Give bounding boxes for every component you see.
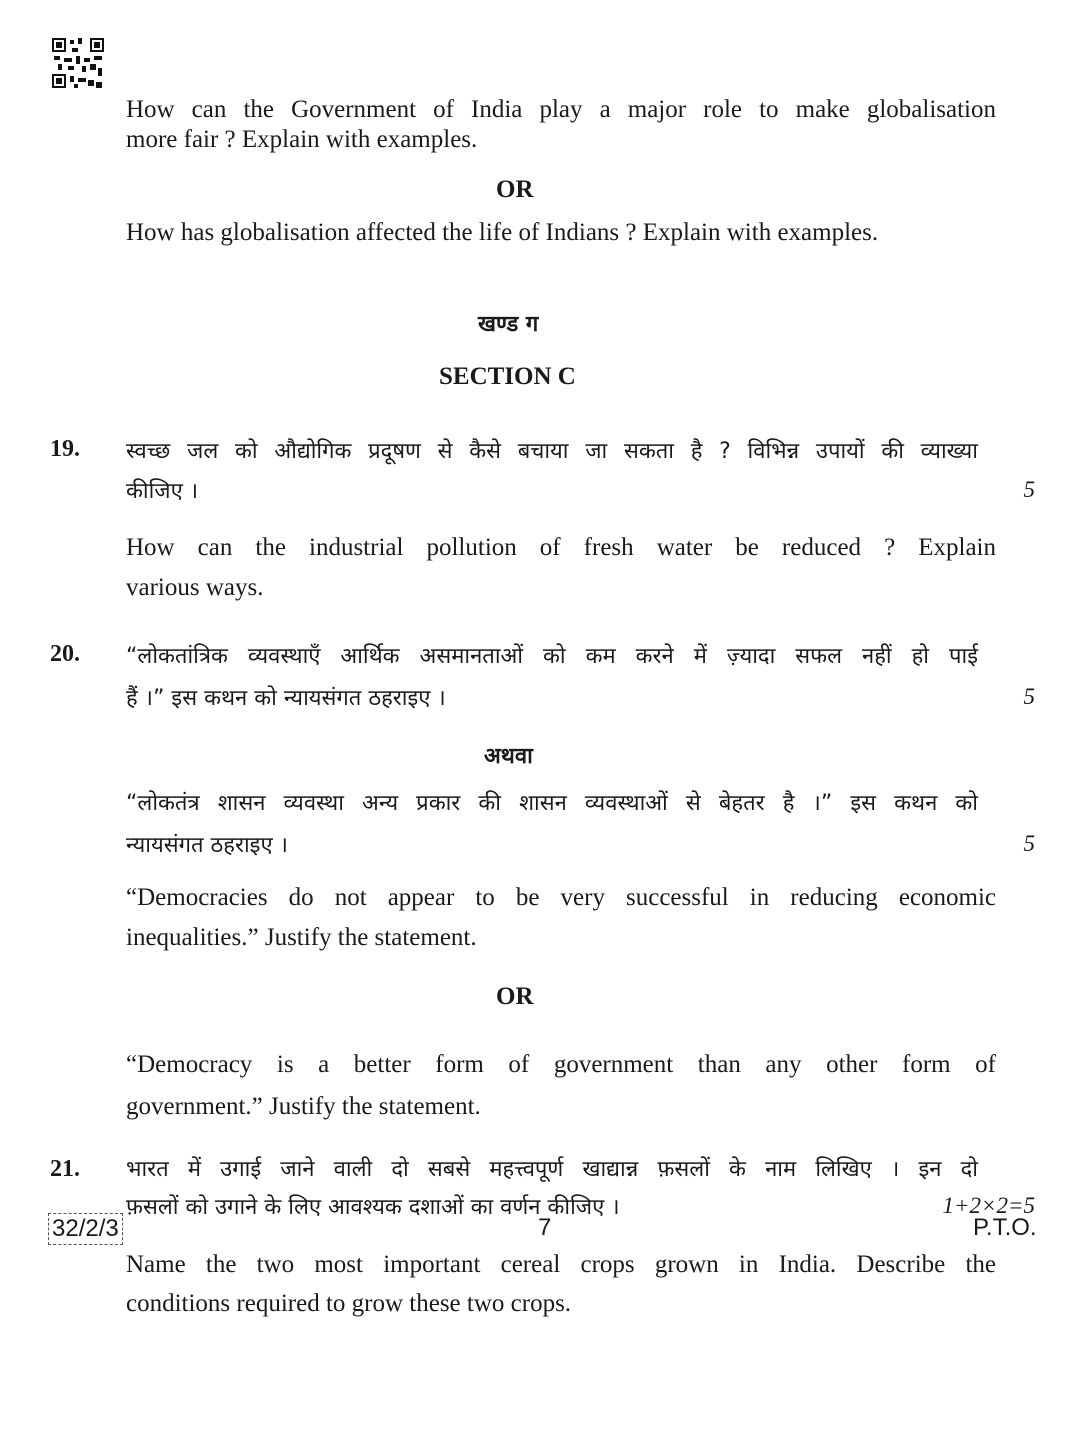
q20-marks: 5 (1023, 684, 1035, 709)
q21-marks: 1+2×2=5 (942, 1193, 1035, 1218)
q20-alt-hindi-line1: “लोकतंत्र शासन व्यवस्था अन्य प्रकार की शासन व्यवस्थाओं से बेहतर है ।” इस कथन को (126, 791, 978, 816)
paper-code: 32/2/3 (48, 1213, 123, 1245)
or-divider: OR (496, 176, 534, 203)
q20-english-line2: inequalities.” Justify the statement. (126, 924, 477, 951)
q20-english-line1: “Democracies do not appear to be very successful in reducing economic (126, 884, 996, 911)
section-heading-hindi: खण्ड ग (478, 312, 539, 337)
qr-code-icon (52, 38, 104, 88)
pto-label: P.T.O. (973, 1214, 1037, 1241)
q20-hindi-line1: “लोकतांत्रिक व्यवस्थाएँ आर्थिक असमानताओं को कम करने में ज़्यादा सफल नहीं हो पाई (126, 644, 978, 669)
question-number: 19. (50, 436, 80, 462)
q21-english-line2: conditions required to grow these two crops. (126, 1290, 572, 1317)
q19-english-line1: How can the industrial pollution of fresh water be reduced ? Explain (126, 534, 996, 561)
q19-marks: 5 (1023, 477, 1035, 502)
question-number: 21. (50, 1156, 80, 1182)
section-heading: SECTION C (439, 363, 576, 390)
q21-english-line1: Name the two most important cereal crops grown in India. Describe the (126, 1251, 996, 1278)
q19-hindi-line1: स्वच्छ जल को औद्योगिक प्रदूषण से कैसे बचाया जा सकता है ? विभिन्न उपायों की व्याख्या (126, 439, 978, 464)
q18-text-line2: more fair ? Explain with examples. (126, 126, 478, 153)
q21-hindi-line2: फ़सलों को उगाने के लिए आवश्यक दशाओं का वर्णन कीजिए । (126, 1195, 620, 1220)
q20-alt-english-line2: government.” Justify the statement. (126, 1093, 481, 1120)
q18-alternative: How has globalisation affected the life of Indians ? Explain with examples. (126, 219, 879, 246)
page-number: 7 (538, 1214, 552, 1241)
q20-alt-hindi-line2: न्यायसंगत ठहराइए । (126, 833, 288, 858)
or-divider: OR (496, 983, 534, 1010)
q20-hindi-line2: हैं ।” इस कथन को न्यायसंगत ठहराइए । (126, 686, 446, 711)
q20-alt-english-line1: “Democracy is a better form of government than any other form of (126, 1051, 996, 1078)
q19-english-line2: various ways. (126, 574, 264, 601)
q21-hindi-line1: भारत में उगाई जाने वाली दो सबसे महत्त्वपूर्ण खाद्यान्न फ़सलों के नाम लिखिए । इन दो (126, 1157, 978, 1182)
q18-text-line1: How can the Government of India play a major role to make globalisation (126, 96, 996, 123)
athva-divider: अथवा (484, 744, 533, 769)
q19-hindi-line2: कीजिए । (126, 479, 199, 504)
question-number: 20. (50, 641, 80, 667)
q20-alt-marks: 5 (1023, 831, 1035, 856)
